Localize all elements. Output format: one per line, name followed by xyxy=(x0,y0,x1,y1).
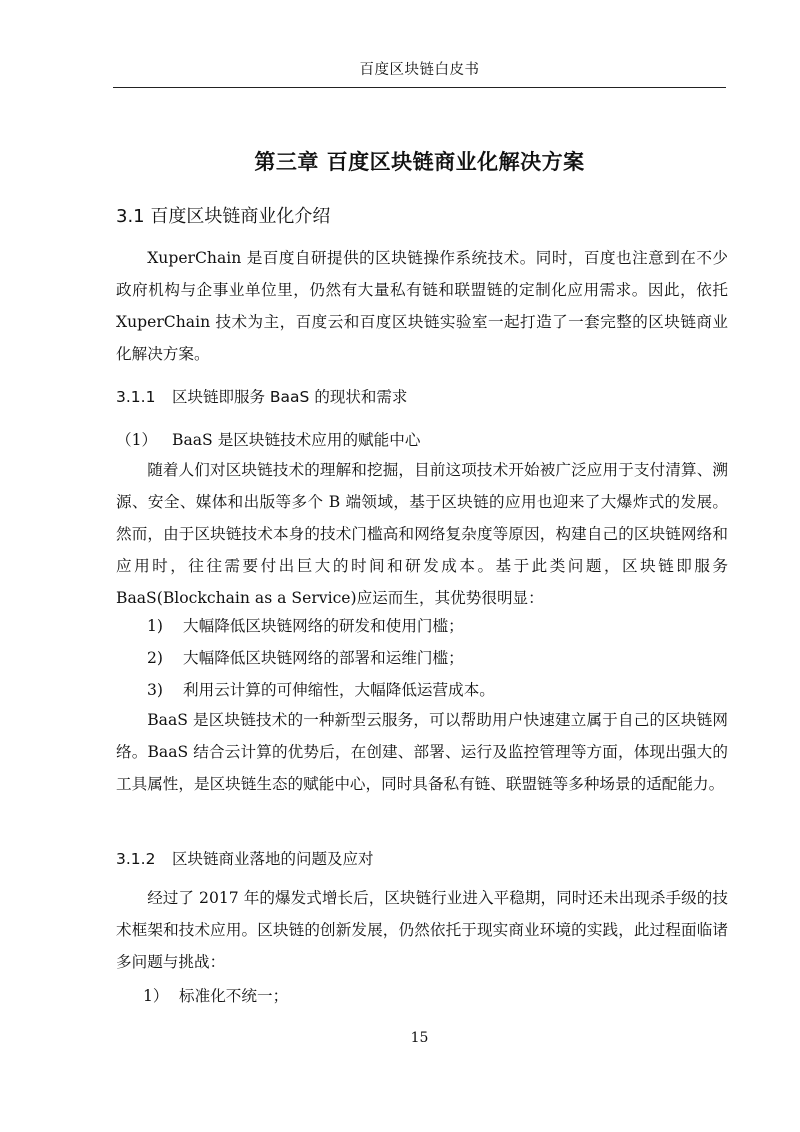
list-item xyxy=(147,614,464,636)
page-number: 15 xyxy=(410,1030,429,1046)
subsection-number: 3.1.2 xyxy=(116,850,156,868)
section-heading: 3.1 百度区块链商业化介绍 xyxy=(116,206,331,227)
problems-paragraph: 经过了 2017 年的爆发式增长后，区块链行业进入平稳期，同时还未出现杀手级的技术框架和技术应用。区块链的创新发展，仍然依托于现实商业环境的实践，此过程面临诸多问题与挑战： xyxy=(116,889,728,971)
list-item-label: 2) xyxy=(147,649,164,667)
baas-summary-paragraph: BaaS 是区块链技术的一种新型云服务，可以帮助用户快速建立属于自己的区块链网络。BaaS 结合云计算的优势后，在创建、部署、运行及监控管理等方面，体现出强大的工具属性，是区块链生态的赋能中心，同时具备私有链、联盟链等多种场景的适配能力。 xyxy=(116,711,728,793)
running-header: 百度区块链白皮书 xyxy=(359,62,480,78)
list-item-label: 1) xyxy=(147,617,164,635)
subsection-heading-3-1-1 xyxy=(116,385,407,407)
list-item-label: 3) xyxy=(147,681,164,699)
list-item-label: 1） xyxy=(143,987,169,1005)
list-item-text: 大幅降低区块链网络的部署和运维门槛； xyxy=(183,649,464,667)
list-item xyxy=(147,678,495,700)
chapter-title: 第三章 百度区块链商业化解决方案 xyxy=(254,150,585,174)
list-item-text: 利用云计算的可伸缩性，大幅降低运营成本。 xyxy=(183,681,495,699)
subsection-heading-3-1-2 xyxy=(116,847,374,869)
list-item xyxy=(143,984,288,1006)
intro-paragraph: XuperChain 是百度自研提供的区块链操作系统技术。同时，百度也注意到在不少政府机构与企事业单位里，仍然有大量私有链和联盟链的定制化应用需求。因此，依托 XuperChain 技术为主，百度云和百度区块链实验室一起打造了一套完整的区块链商业化解决方案。 xyxy=(116,249,728,363)
subsection-title: 区块链即服务 BaaS 的现状和需求 xyxy=(172,388,408,406)
list-item-text: 标准化不统一； xyxy=(179,987,289,1005)
list-item-text: 大幅降低区块链网络的研发和使用门槛； xyxy=(183,617,464,635)
subsection-title: 区块链商业落地的问题及应对 xyxy=(172,850,374,868)
point-text: BaaS 是区块链技术应用的赋能中心 xyxy=(172,431,421,449)
header-divider xyxy=(113,87,726,88)
subsection-number: 3.1.1 xyxy=(116,388,156,406)
list-item xyxy=(147,646,464,668)
point-label: （1） xyxy=(116,431,158,449)
point-heading xyxy=(116,428,420,450)
baas-paragraph: 随着人们对区块链技术的理解和挖掘，目前这项技术开始被广泛应用于支付清算、溯源、安全、媒体和出版等多个 B 端领域，基于区块链的应用也迎来了大爆炸式的发展。然而，由于区块链技术本身的技术门槛高和网络复杂度等原因，构建自己的区块链网络和应用时，往往需要付出巨大的时间和研发成本。基于此类问题，区块链即服务 BaaS(Blockchain as a Service)应运而生，其优势很明显： xyxy=(116,461,728,607)
